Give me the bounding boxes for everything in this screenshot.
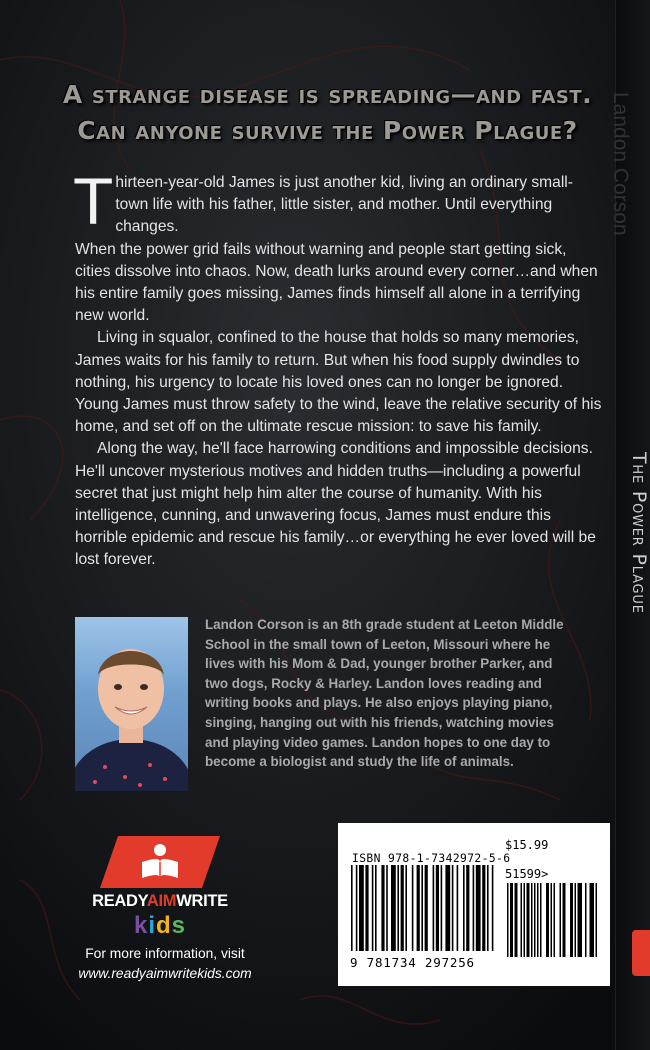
headline-line-1: A strange disease is spreading—and fast.	[62, 80, 593, 109]
blurb-paragraph-1	[73, 164, 605, 239]
barcode-bar	[381, 865, 384, 951]
blurb-paragraph-4: Along the way, he'll face harrowing conditions and impossible decisions. He'll uncover mysterious motives and hidden truths—including a powerful secret that just might help him alter the course of humanity. With his intelligence, cunning, and unwavering focus, James must endure this horrible epidemic and rescue his family…or everything he ever loved will be lost forever.	[75, 440, 596, 569]
barcode-addon-bar	[527, 883, 530, 957]
isbn-label: ISBN 978-1-7342972-5-6	[352, 852, 511, 865]
barcode-bar	[425, 865, 428, 951]
barcode-addon-bar	[554, 883, 556, 957]
barcode-bar	[492, 865, 494, 951]
blurb-paragraph-3: Living in squalor, confined to the house that holds so many memories, James waits for his family to return. But when his food supply dwindles to nothing, his urgency to locate his loved ones can no longer be ignored. Young James must throw safety to the wind, leave the relative security of his home, and set off on the ultimate rescue mission: to save his family.	[75, 329, 602, 436]
barcode-bar	[433, 865, 435, 951]
logo-kids-s: s	[171, 912, 187, 939]
barcode-addon-bar	[575, 883, 577, 957]
barcode-addon-bar	[521, 883, 523, 957]
publisher-name	[80, 892, 240, 911]
blurb-paragraph-2: When the power grid fails without warning and people start getting sick, cities dissolve into chaos. Now, death lurks around every corner…and when his entire family goes missing, James finds himself all alone in a terrifying new world.	[75, 240, 598, 325]
barcode-bar	[405, 865, 407, 951]
barcode-addon-bar	[507, 883, 509, 957]
barcode-bar	[457, 865, 459, 951]
barcode-addon-bar	[534, 883, 536, 957]
spine-publisher-logo	[632, 930, 650, 976]
barcode-bar	[375, 865, 377, 951]
author-photo	[75, 617, 188, 791]
barcode-bar	[452, 865, 454, 951]
price-addon-code: 51599>	[505, 867, 549, 881]
book-reader-icon	[80, 832, 240, 892]
blurb-paragraph-1-text: hirteen-year-old James is just another kid, living an ordinary small-town life with his father, little sister, and mother. Until everything changes.	[115, 174, 573, 236]
spine-title: The Power Plague	[628, 452, 650, 614]
author-portrait-illustration	[75, 617, 188, 791]
barcode-bar	[372, 865, 374, 951]
logo-ready: READY	[92, 892, 147, 910]
barcode-number: 9 781734 297256	[350, 955, 475, 970]
barcode-addon-bar	[524, 883, 526, 957]
barcode-bar	[401, 865, 404, 951]
barcode-bar	[473, 865, 475, 951]
barcode-bar	[463, 865, 465, 951]
logo-kids	[80, 912, 240, 940]
barcode-bar	[356, 865, 358, 951]
barcode-bar	[421, 865, 423, 951]
barcode-bar	[445, 865, 450, 951]
drop-cap: T	[73, 164, 114, 238]
logo-kids-d: d	[156, 912, 172, 939]
barcode-addon-bar	[590, 883, 595, 957]
barcode-addon-bar	[515, 883, 518, 957]
barcode-bar	[412, 865, 414, 951]
book-blurb	[73, 164, 605, 572]
headline-line-2: Can anyone survive the Power Plague?	[77, 116, 578, 145]
barcode-bar	[359, 865, 364, 951]
barcode-addon-bar	[540, 883, 542, 957]
barcode-addon-bar	[537, 883, 539, 957]
barcode-addon-bar	[531, 883, 533, 957]
logo-aim: AIM	[146, 892, 177, 910]
barcode-bar	[476, 865, 481, 951]
barcode-addon-bar	[578, 883, 583, 957]
more-info-text: For more information, visit	[85, 946, 245, 961]
barcode-addon-bar	[560, 883, 562, 957]
barcode-bar	[391, 865, 396, 951]
barcode-addon-bar	[510, 883, 513, 957]
barcode-bar	[487, 865, 489, 951]
author-bio: Landon Corson is an 8th grade student at Leeton Middle School in the small town of Leeton, Missouri where he lives with his Mom & Dad, younger brother Parker, and two dogs, Rocky & Harley. Landon loves reading and writing books and plays. He also enjoys playing piano, singing, hanging out with his friends, watching movies and playing video games. Landon hopes to one day to become a biologist and study the life of animals.	[205, 617, 564, 770]
barcode-addon-bar	[585, 883, 587, 957]
barcode-addon-bar	[596, 883, 598, 957]
barcode	[345, 865, 603, 957]
logo-write: WRITE	[176, 892, 228, 910]
barcode-bar	[351, 865, 353, 951]
barcode-bar	[466, 865, 469, 951]
barcode-addon-bar	[546, 883, 549, 957]
price-label: $15.99	[505, 838, 549, 852]
publisher-logo	[80, 832, 240, 952]
barcode-bar	[441, 865, 443, 951]
barcode-bar	[436, 865, 439, 951]
barcode-bar	[386, 865, 388, 951]
barcode-addon-bar	[563, 883, 566, 957]
barcode-bar	[365, 865, 368, 951]
barcode-bar	[482, 865, 485, 951]
more-info	[60, 944, 270, 984]
logo-kids-i: i	[148, 912, 156, 939]
barcode-addon-bar	[551, 883, 553, 957]
barcode-addon-bar	[570, 883, 573, 957]
logo-kids-k: k	[133, 912, 149, 939]
barcode-bar	[417, 865, 420, 951]
barcode-bar	[397, 865, 399, 951]
spine-author: Landon Corson	[609, 92, 632, 236]
publisher-url: www.readyaimwritekids.com	[78, 966, 252, 981]
